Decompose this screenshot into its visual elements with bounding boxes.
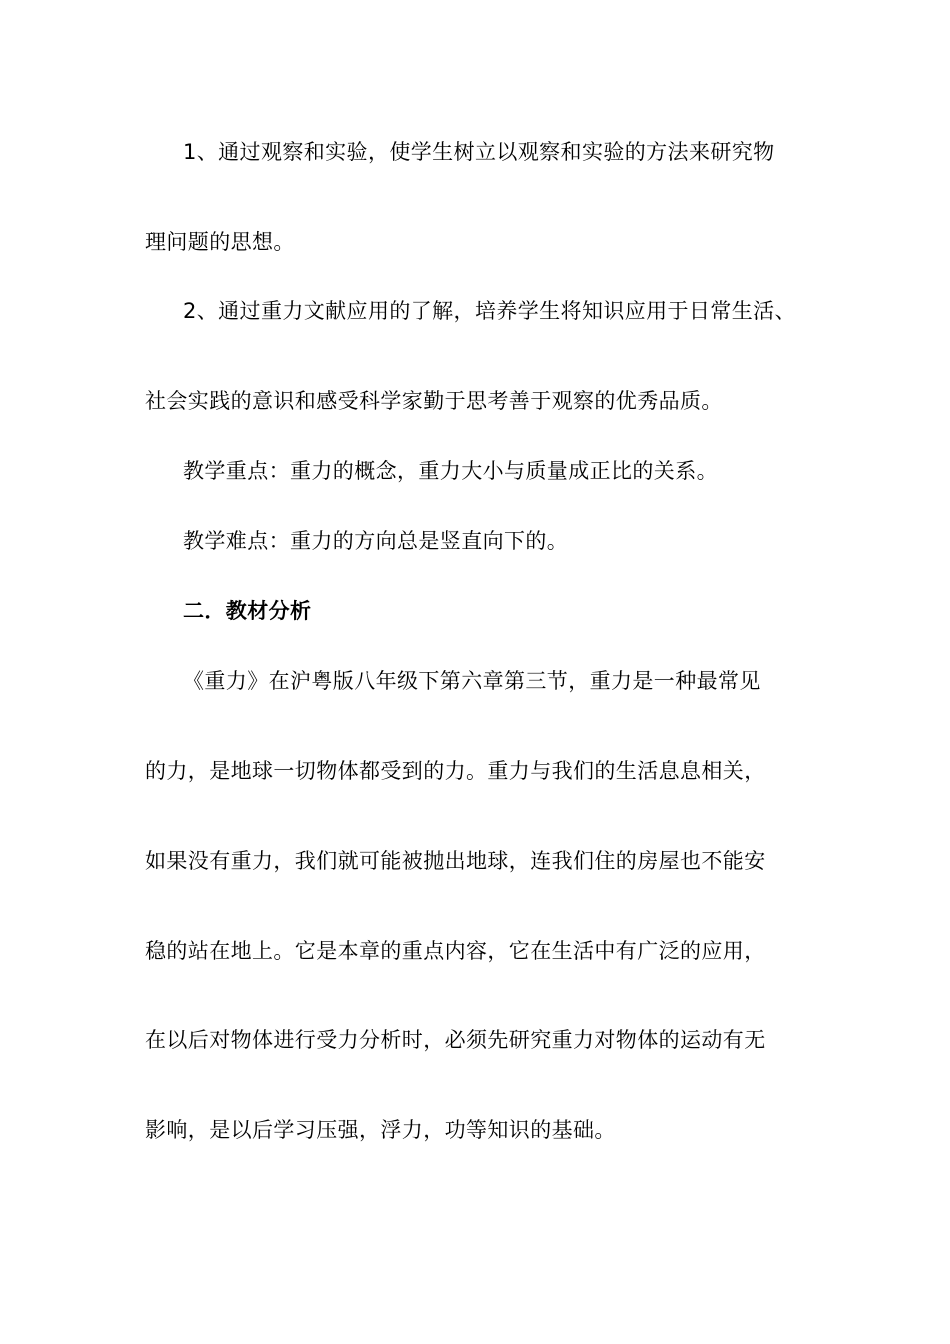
analysis-line-2: 的力，是地球一切物体都受到的力。重力与我们的生活息息相关，: [145, 759, 766, 783]
section-heading: 二．教材分析: [183, 599, 312, 623]
analysis-line-5: 在以后对物体进行受力分析时，必须先研究重力对物体的运动有无: [145, 1028, 766, 1052]
teaching-focus: 教学重点：重力的概念，重力大小与质量成正比的关系。: [183, 459, 718, 483]
teaching-difficulty: 教学难点：重力的方向总是竖直向下的。: [183, 529, 569, 553]
analysis-line-6: 影响，是以后学习压强，浮力，功等知识的基础。: [145, 1118, 616, 1142]
analysis-line-3: 如果没有重力，我们就可能被抛出地球，连我们住的房屋也不能安: [145, 849, 766, 873]
objective-1-line-2: 理问题的思想。: [145, 230, 295, 254]
analysis-line-4: 稳的站在地上。它是本章的重点内容，它在生活中有广泛的应用，: [145, 939, 766, 963]
analysis-line-1: 《重力》在沪粤版八年级下第六章第三节，重力是一种最常见: [183, 669, 761, 693]
objective-1-line-1: 1、通过观察和实验，使学生树立以观察和实验的方法来研究物: [183, 140, 775, 164]
objective-2-line-2: 社会实践的意识和感受科学家勤于思考善于观察的优秀品质。: [145, 389, 723, 413]
objective-2-line-1: 2、通过重力文献应用的了解，培养学生将知识应用于日常生活、: [183, 299, 796, 323]
